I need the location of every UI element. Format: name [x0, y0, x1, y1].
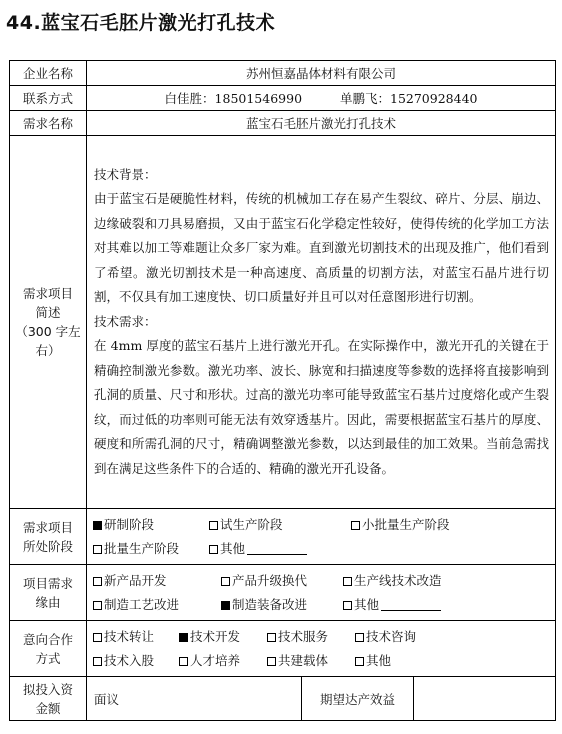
checkbox-icon[interactable]: [267, 657, 276, 666]
stage-option-trial[interactable]: [209, 513, 347, 537]
checkbox-icon[interactable]: [221, 601, 230, 610]
document-title: 44.蓝宝石毛胚片激光打孔技术: [6, 12, 276, 34]
option-label: 试生产阶段: [219, 516, 283, 532]
checkbox-icon[interactable]: [351, 521, 360, 530]
option-label: 共建载体: [277, 652, 328, 668]
origin-options: [87, 565, 556, 621]
coop-option-talent[interactable]: [179, 649, 263, 673]
checkbox-icon[interactable]: [93, 601, 102, 610]
cooperation-label: [10, 621, 87, 677]
contact-value: [87, 86, 556, 111]
checkbox-icon[interactable]: [267, 633, 276, 642]
background-heading: 技术背景：: [94, 166, 157, 182]
stage-option-research[interactable]: [93, 513, 205, 537]
checkbox-icon[interactable]: [93, 633, 102, 642]
stage-option-small-batch[interactable]: [351, 513, 450, 537]
coop-option-service[interactable]: [267, 625, 351, 649]
company-row: [10, 61, 556, 86]
checkbox-icon[interactable]: [355, 657, 364, 666]
checkbox-icon[interactable]: [209, 521, 218, 530]
option-label: 新产品开发: [104, 572, 167, 588]
other-blank-field[interactable]: [381, 598, 441, 611]
origin-row: [10, 565, 556, 621]
demand-name-label: 需求名称: [10, 111, 87, 136]
option-label: 其他: [365, 652, 391, 668]
contact-person-2: 单鹏飞：15270928440: [340, 91, 478, 106]
option-label: 其他: [353, 596, 379, 612]
option-label: 技术开发: [189, 628, 240, 644]
contact-person-1: 白佳胜：18501546990: [164, 91, 303, 106]
coop-option-consulting[interactable]: [355, 625, 416, 649]
description-label: [10, 136, 87, 509]
checkbox-icon[interactable]: [209, 545, 218, 554]
coop-option-other[interactable]: [355, 649, 391, 673]
coop-option-transfer[interactable]: [93, 625, 175, 649]
background-text: 由于蓝宝石是硬脆性材料，传统的机械加工存在易产生裂纹、碎片、分层、崩边、边缘破裂和刀具易磨损，又由于蓝宝石化学稳定性较好，使得传统的化学加工方法对其难以加工等难题让众多厂家为难。直到激光切割技术的出现及推广，他们看到了希望。激光切割技术是一种高速度、高质量的切割方法，对蓝宝石晶片进行切割，不仅具有加工速度快、切口质量好并且可以对任意图形进行切割。: [94, 191, 550, 305]
checkbox-icon[interactable]: [93, 521, 102, 530]
investment-label-line: 拟投入资: [22, 681, 73, 697]
investment-value: 面议: [87, 677, 302, 721]
description-label-line: 右）: [35, 343, 61, 358]
checkbox-icon[interactable]: [93, 577, 102, 586]
checkbox-icon[interactable]: [93, 657, 102, 666]
origin-label-line: 缘由: [35, 594, 61, 610]
cooperation-label-line: 意向合作: [22, 631, 73, 647]
checkbox-icon[interactable]: [179, 657, 188, 666]
stage-option-mass[interactable]: [93, 537, 205, 561]
stage-label: [10, 509, 87, 565]
benefit-label: 期望达产效益: [302, 677, 414, 721]
stage-option-other[interactable]: [209, 537, 307, 561]
contact-row: [10, 86, 556, 111]
option-label: 技术转让: [104, 628, 155, 644]
coop-option-development[interactable]: [179, 625, 263, 649]
stage-label-line: 需求项目: [22, 519, 73, 535]
company-value: 苏州恒嘉晶体材料有限公司: [87, 61, 556, 86]
contact-label: 联系方式: [10, 86, 87, 111]
investment-label-line: 金额: [35, 700, 61, 716]
cooperation-row: [10, 621, 556, 677]
requirement-heading: 技术需求：: [94, 313, 157, 329]
option-label: 技术入股: [104, 652, 155, 668]
checkbox-icon[interactable]: [93, 545, 102, 554]
origin-label-line: 项目需求: [22, 575, 73, 591]
origin-option-upgrade[interactable]: [221, 569, 339, 593]
option-label: 制造装备改进: [231, 596, 307, 612]
other-blank-field[interactable]: [247, 542, 307, 555]
stage-label-line: 所处阶段: [22, 538, 73, 554]
investment-row: [10, 677, 556, 721]
checkbox-icon[interactable]: [355, 633, 364, 642]
requirement-text: 在 4mm 厚度的蓝宝石基片上进行激光开孔。在实际操作中，激光开孔的关键在于精确控制激光参数。激光功率、波长、脉宽和扫描速度等参数的选择将直接影响到孔洞的质量、尺寸和形状。过高的激光功率可能导致蓝宝石基片过度熔化或产生裂纹，而过低的功率则可能无法有效穿透基片。因此，需要根据蓝宝石基片的厚度、硬度和所需孔洞的尺寸，精确调整激光参数，以达到最佳的加工效果。当前急需找到在满足这些条件下的合适的、精确的激光开孔设备。: [94, 338, 550, 476]
option-label: 研制阶段: [104, 516, 155, 532]
description-content: [87, 136, 556, 509]
option-label: 产品升级换代: [231, 572, 307, 588]
description-label-line: 简述: [35, 305, 61, 320]
coop-option-equity[interactable]: [93, 649, 175, 673]
company-label: 企业名称: [10, 61, 87, 86]
cooperation-options: [87, 621, 556, 677]
origin-option-equipment[interactable]: [221, 593, 339, 617]
stage-row: [10, 509, 556, 565]
origin-option-line-retrofit[interactable]: [343, 569, 442, 593]
option-label: 批量生产阶段: [104, 540, 180, 556]
description-label-line: （300 字左: [15, 324, 81, 339]
benefit-value[interactable]: [414, 677, 556, 721]
demand-name-row: [10, 111, 556, 136]
checkbox-icon[interactable]: [343, 601, 352, 610]
cooperation-label-line: 方式: [35, 650, 61, 666]
coop-option-joint-carrier[interactable]: [267, 649, 351, 673]
origin-option-new-product[interactable]: [93, 569, 217, 593]
option-label: 生产线技术改造: [353, 572, 442, 588]
stage-options: [87, 509, 556, 565]
investment-label: [10, 677, 87, 721]
option-label: 制造工艺改进: [104, 596, 180, 612]
option-label: 其他: [219, 540, 245, 556]
origin-label: [10, 565, 87, 621]
demand-name-value: 蓝宝石毛胚片激光打孔技术: [87, 111, 556, 136]
description-label-line: 需求项目: [22, 286, 73, 301]
origin-option-process[interactable]: [93, 593, 217, 617]
description-row: [10, 136, 556, 509]
option-label: 人才培养: [189, 652, 240, 668]
checkbox-icon[interactable]: [221, 577, 230, 586]
option-label: 技术咨询: [365, 628, 416, 644]
option-label: 小批量生产阶段: [361, 516, 450, 532]
checkbox-icon[interactable]: [179, 633, 188, 642]
demand-form-table: [9, 60, 556, 721]
origin-option-other[interactable]: [343, 593, 441, 617]
option-label: 技术服务: [277, 628, 328, 644]
checkbox-icon[interactable]: [343, 577, 352, 586]
